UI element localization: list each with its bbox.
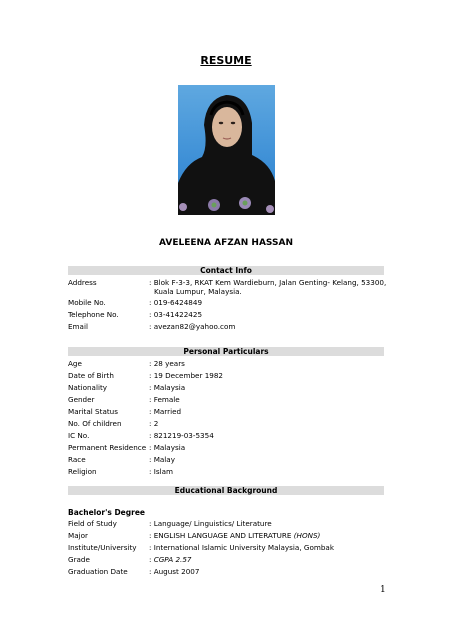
grade-value (149, 555, 389, 565)
major-label: Major (68, 531, 88, 540)
grade-label: Grade (68, 555, 90, 564)
personal-particulars-header: Personal Particulars (68, 347, 384, 356)
institute-label: Institute/University (68, 543, 137, 552)
personal-row-value: : Married (149, 407, 182, 416)
address-value-line2: Kuala Lumpur, Malaysia. (154, 287, 242, 296)
candidate-name: AVELEENA AFZAN HASSAN (159, 238, 293, 248)
personal-row-label: Race (68, 455, 86, 464)
page-number: 1 (380, 585, 386, 595)
portrait-illustration (178, 85, 275, 215)
resume-title: RESUME (200, 54, 252, 67)
personal-row-label: Date of Birth (68, 371, 114, 380)
telephone-value: : 03-41422425 (149, 310, 203, 319)
field-of-study-value: : Language/ Linguistics/ Literature (149, 519, 272, 528)
profile-photo (178, 85, 275, 215)
address-value-line1: : Blok F-3-3, RKAT Kem Wardieburn, Jalan Genting- Kelang, 53300, (149, 278, 387, 287)
personal-row-value: : Female (149, 395, 180, 404)
degree-heading: Bachelor's Degree (68, 508, 145, 517)
graduation-value: : August 2007 (149, 567, 200, 576)
major-value (149, 531, 389, 541)
major-value-text: : ENGLISH LANGUAGE AND LITERATURE (149, 531, 294, 540)
graduation-label: Graduation Date (68, 567, 128, 576)
personal-row-value: : 821219-03-5354 (149, 431, 214, 440)
personal-row-label: Gender (68, 395, 95, 404)
personal-row-value: : Malaysia (149, 443, 186, 452)
personal-row-label: IC No. (68, 431, 90, 440)
personal-row-value: : Islam (149, 467, 173, 476)
personal-row-value: : Malay (149, 455, 175, 464)
personal-row-value: : 19 December 1982 (149, 371, 223, 380)
telephone-label: Telephone No. (68, 310, 119, 319)
personal-row-value: : 28 years (149, 359, 185, 368)
personal-row-label: No. Of children (68, 419, 122, 428)
personal-row-value: : 2 (149, 419, 159, 428)
personal-row-label: Religion (68, 467, 97, 476)
email-value: : avezan82@yahoo.com (149, 322, 236, 331)
personal-row-label: Age (68, 359, 82, 368)
email-label: Email (68, 322, 88, 331)
personal-row-label: Marital Status (68, 407, 118, 416)
personal-row-label: Nationality (68, 383, 108, 392)
personal-row-value: : Malaysia (149, 383, 186, 392)
mobile-label: Mobile No. (68, 298, 106, 307)
grade-prefix: : (149, 555, 154, 564)
institute-value: : International Islamic University Malaysia, Gombak (149, 543, 334, 552)
address-label: Address (68, 278, 97, 287)
field-of-study-label: Field of Study (68, 519, 117, 528)
mobile-value: : 019-6424849 (149, 298, 203, 307)
educational-background-header: Educational Background (68, 486, 384, 495)
major-honours: (HONS) (293, 531, 321, 540)
personal-row-label: Permanent Residence (68, 443, 147, 452)
grade-cgpa: CGPA 2.57 (153, 555, 192, 564)
contact-info-header: Contact Info (68, 266, 384, 275)
